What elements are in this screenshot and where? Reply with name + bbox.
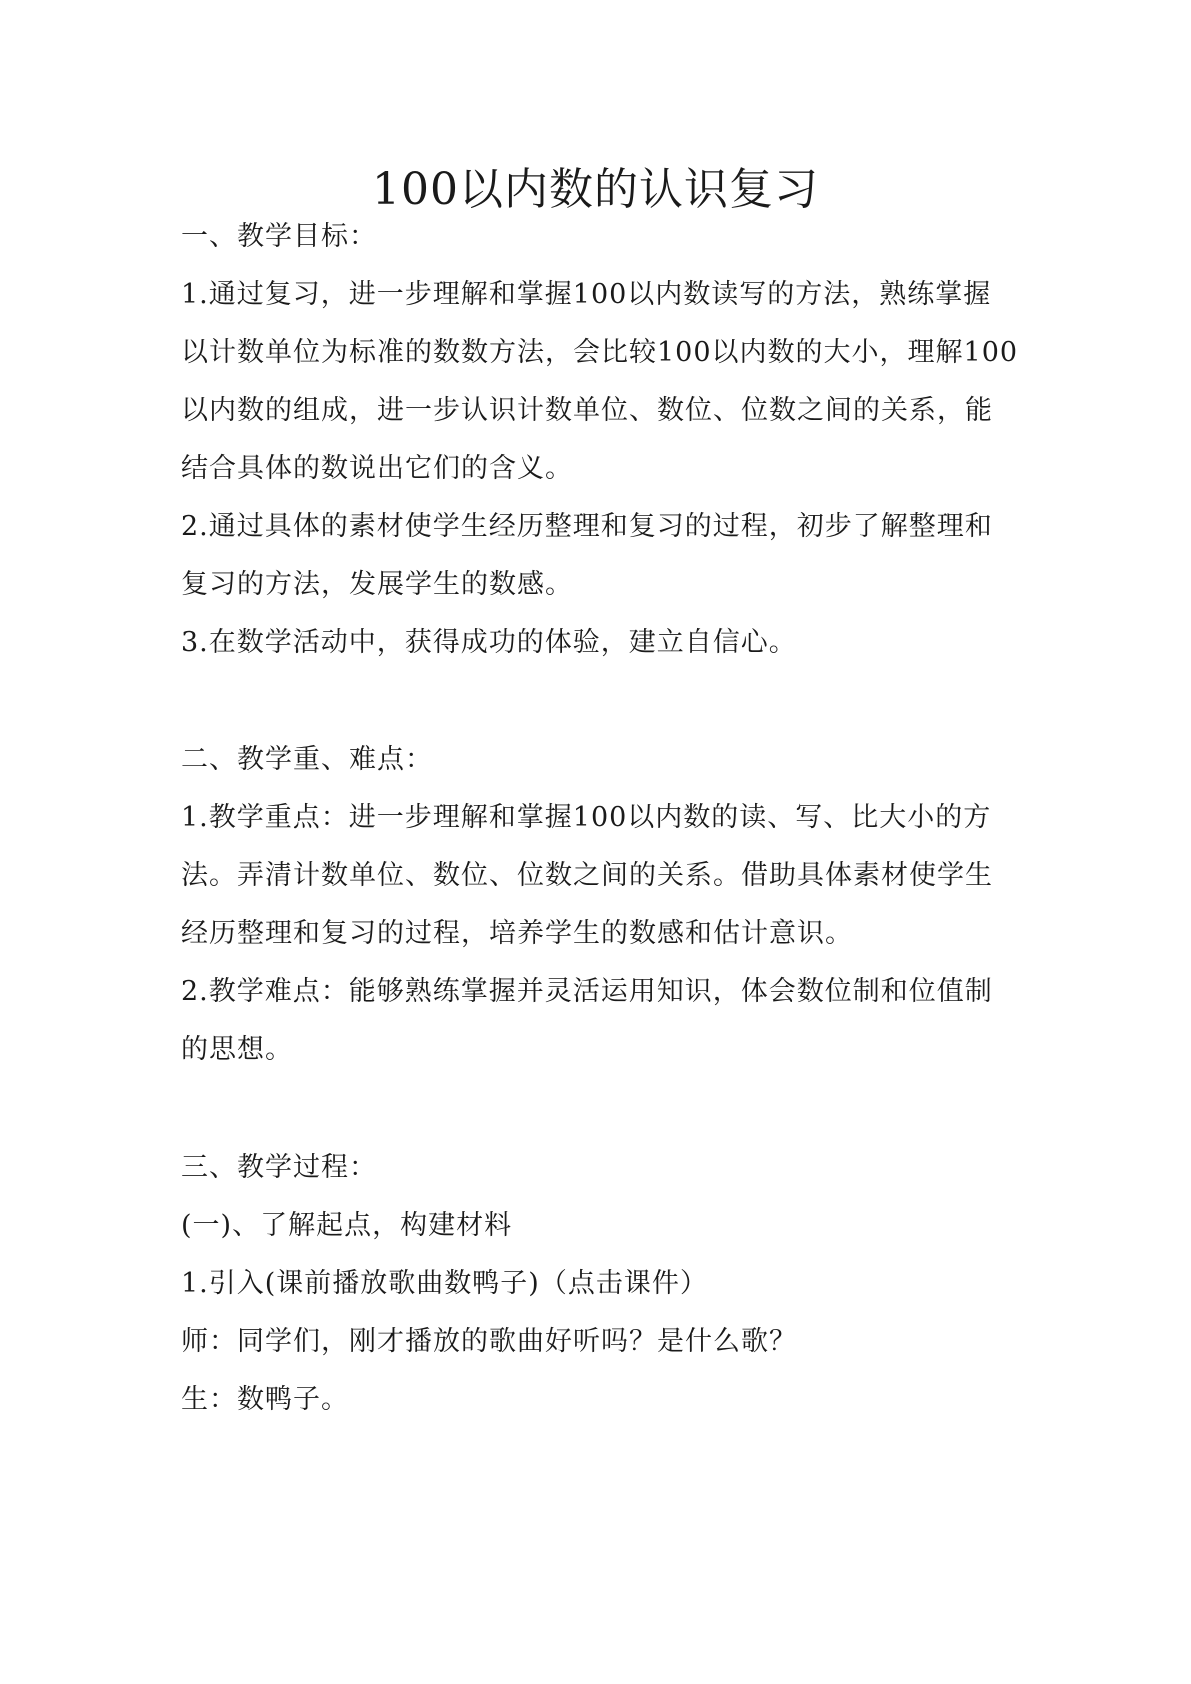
- text-line: 复习的方法，发展学生的数感。: [181, 569, 573, 600]
- text-line: 1.通过复习，进一步理解和掌握100以内数读写的方法，熟练掌握: [181, 279, 992, 310]
- text-line: 1.引入(课前播放歌曲数鸭子)（点击课件）: [181, 1268, 708, 1299]
- section-heading-objectives: 一、教学目标：: [181, 221, 377, 252]
- text-line: 结合具体的数说出它们的含义。: [181, 453, 573, 484]
- text-line: 以内数的组成，进一步认识计数单位、数位、位数之间的关系，能: [181, 395, 993, 426]
- subsection-heading: (一)、了解起点，构建材料: [181, 1210, 513, 1241]
- text-line: 以计数单位为标准的数数方法，会比较100以内数的大小，理解100: [181, 337, 1019, 368]
- text-line: 3.在数学活动中，获得成功的体验，建立自信心。: [181, 627, 797, 658]
- text-line: 的思想。: [181, 1034, 293, 1065]
- text-line: 生：数鸭子。: [181, 1384, 349, 1415]
- section-heading-process: 三、教学过程：: [181, 1152, 377, 1183]
- text-line: 法。弄清计数单位、数位、位数之间的关系。借助具体素材使学生: [181, 860, 993, 891]
- text-line: 2.教学难点：能够熟练掌握并灵活运用知识，体会数位制和位值制: [181, 976, 993, 1007]
- text-line: 2.通过具体的素材使学生经历整理和复习的过程，初步了解整理和: [181, 511, 993, 542]
- text-line: 经历整理和复习的过程，培养学生的数感和估计意识。: [181, 918, 853, 949]
- document-title: 100以内数的认识复习: [372, 164, 819, 215]
- text-line: 1.教学重点：进一步理解和掌握100以内数的读、写、比大小的方: [181, 802, 992, 833]
- section-heading-key-points: 二、教学重、难点：: [181, 744, 433, 775]
- text-line: 师：同学们，刚才播放的歌曲好听吗？是什么歌？: [181, 1326, 797, 1357]
